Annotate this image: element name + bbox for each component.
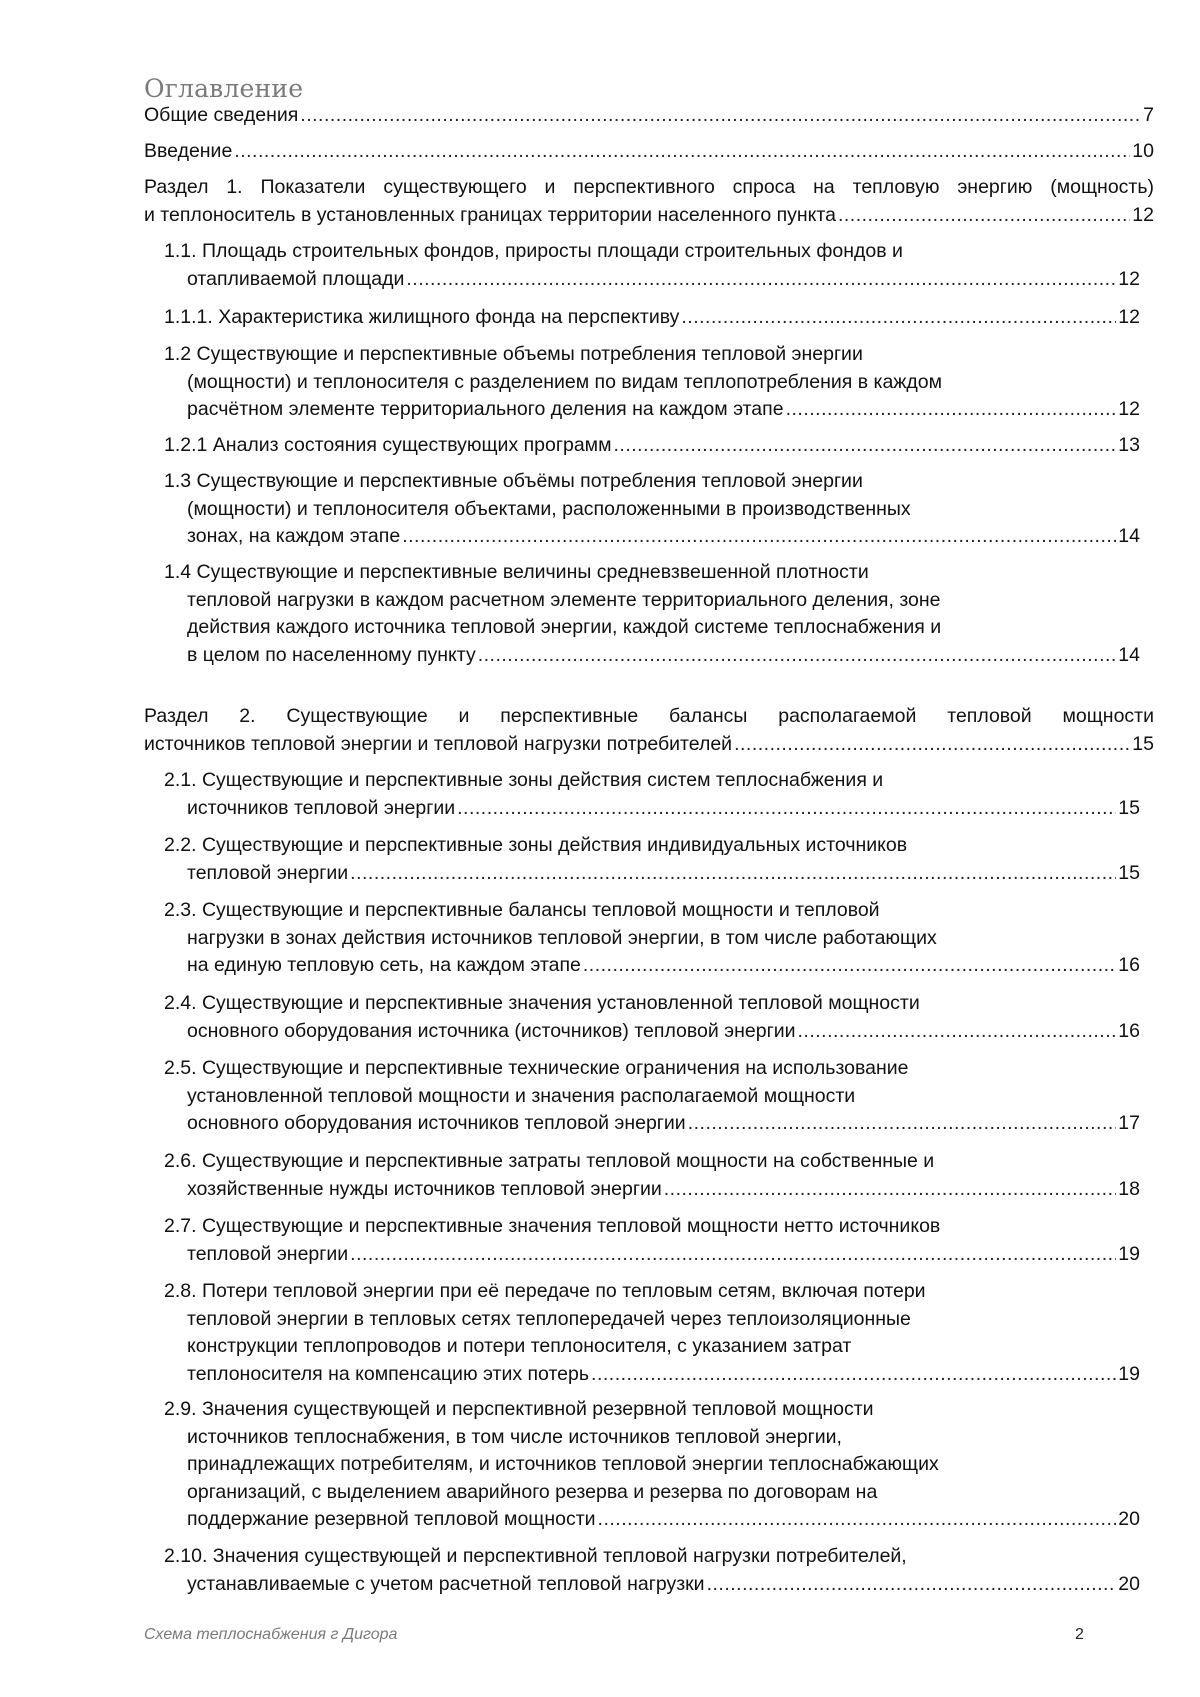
dot-leader bbox=[478, 642, 1117, 670]
toc-entry-1-2-1[interactable] bbox=[164, 432, 1140, 460]
toc-entry-text: конструкции теплопроводов и потери теплоносителя, с указанием затрат bbox=[187, 1335, 852, 1357]
toc-entry-text: источников тепловой энергии bbox=[187, 796, 456, 819]
toc-entry-1-4[interactable] bbox=[164, 559, 1140, 669]
toc-entry-2-9[interactable] bbox=[164, 1396, 1140, 1534]
toc-entry-text: принадлежащих потребителям, и источников тепловой энергии теплоснабжающих bbox=[187, 1453, 939, 1475]
toc-entry-section-1[interactable] bbox=[144, 174, 1154, 229]
toc-entry-text: тепловой энергии в тепловых сетях теплопередачей через теплоизоляционные bbox=[187, 1307, 911, 1330]
toc-entry-introduction[interactable] bbox=[144, 138, 1154, 166]
dot-leader bbox=[350, 860, 1116, 888]
toc-entry-1-2[interactable] bbox=[164, 341, 1140, 424]
toc-page-number: 16 bbox=[1118, 954, 1140, 976]
toc-entry-text: Введение bbox=[144, 140, 233, 162]
toc-entry-text: 2.4. Существующие и перспективные значения установленной тепловой мощности bbox=[164, 992, 920, 1014]
toc-entry-text: (мощности) и теплоносителя объектами, расположенными в производственных bbox=[187, 497, 911, 520]
toc-entry-text: на единую тепловую сеть, на каждом этапе bbox=[187, 954, 581, 976]
toc-entry-2-6[interactable] bbox=[164, 1148, 1140, 1203]
toc-entry-2-1[interactable] bbox=[164, 767, 1140, 822]
toc-entry-2-5[interactable] bbox=[164, 1055, 1140, 1138]
toc-page-number: 15 bbox=[1118, 861, 1140, 884]
toc-entry-text: 2.10. Значения существующей и перспективной тепловой нагрузки потребителей, bbox=[164, 1545, 907, 1567]
dot-leader bbox=[350, 1241, 1116, 1269]
toc-entry-text: 2.8. Потери тепловой энергии при её передаче по тепловым сетям, включая потери bbox=[164, 1280, 926, 1302]
toc-entry-text: тепловой энергии bbox=[187, 1242, 349, 1265]
toc-entry-text: действия каждого источника тепловой энергии, каждой системе теплоснабжения и bbox=[187, 616, 942, 638]
toc-entry-text: в целом по населенному пункту bbox=[187, 643, 476, 666]
toc-entry-text: Общие сведения bbox=[144, 104, 299, 126]
toc-page-number: 12 bbox=[1118, 398, 1140, 420]
toc-entry-text: источников теплоснабжения, в том числе источников тепловой энергии, bbox=[187, 1425, 842, 1448]
toc-entry-text: теплоносителя на компенсацию этих потерь bbox=[187, 1362, 590, 1385]
toc-entry-text: установленной тепловой мощности и значения располагаемой мощности bbox=[187, 1084, 856, 1107]
toc-entry-text: 1.2 Существующие и перспективные объемы потребления тепловой энергии bbox=[164, 343, 863, 365]
toc-entry-text: тепловой нагрузки в каждом расчетном элементе территориального деления, зоне bbox=[187, 588, 941, 611]
toc-page-number: 12 bbox=[1118, 306, 1140, 328]
toc-entry-text: 2.1. Существующие и перспективные зоны действия систем теплоснабжения и bbox=[164, 769, 884, 791]
toc-entry-text: 2.9. Значения существующей и перспективной резервной тепловой мощности bbox=[164, 1398, 874, 1420]
toc-title: Оглавление bbox=[144, 74, 304, 103]
toc-entry-text: 1.1.1. Характеристика жилищного фонда на перспективу bbox=[164, 306, 680, 328]
toc-entry-text: Раздел 1. Показатели существующего и перспективного спроса на тепловую энергию (мощность) bbox=[144, 176, 1154, 198]
dot-leader bbox=[234, 138, 1130, 166]
toc-entry-2-2[interactable] bbox=[164, 832, 1140, 887]
toc-entry-text: 1.4 Существующие и перспективные величины средневзвешенной плотности bbox=[164, 561, 869, 583]
toc-page-number: 16 bbox=[1118, 1019, 1140, 1042]
dot-leader bbox=[613, 432, 1116, 460]
toc-page-number: 15 bbox=[1118, 796, 1140, 819]
toc-page-number: 12 bbox=[1118, 267, 1140, 290]
toc-page-number: 12 bbox=[1132, 203, 1154, 226]
toc-entry-general-info[interactable] bbox=[144, 102, 1154, 130]
toc-page-number: 15 bbox=[1132, 732, 1154, 755]
dot-leader bbox=[664, 1176, 1117, 1204]
dot-leader bbox=[457, 795, 1116, 823]
toc-entry-text: 2.3. Существующие и перспективные балансы тепловой мощности и тепловой bbox=[164, 899, 880, 921]
toc-page-number: 14 bbox=[1118, 643, 1140, 666]
toc-entry-text: хозяйственные нужды источников тепловой энергии bbox=[187, 1177, 662, 1200]
toc-entry-1-3[interactable] bbox=[164, 468, 1140, 551]
toc-entry-1-1[interactable] bbox=[164, 238, 1140, 293]
toc-entry-text: организаций, с выделением аварийного резерва и резерва по договорам на bbox=[187, 1480, 878, 1503]
toc-page-number: 19 bbox=[1118, 1362, 1140, 1385]
dot-leader bbox=[402, 523, 1116, 551]
dot-leader bbox=[300, 102, 1141, 130]
dot-leader bbox=[406, 266, 1116, 294]
toc-entry-text: основного оборудования источников тепловой энергии bbox=[187, 1112, 686, 1134]
toc-entry-text: и теплоноситель в установленных границах территории населенного пункта bbox=[144, 203, 836, 226]
toc-entry-text: 2.5. Существующие и перспективные технические ограничения на использование bbox=[164, 1057, 909, 1079]
toc-page-number: 13 bbox=[1118, 434, 1140, 456]
toc-entry-2-8[interactable] bbox=[164, 1278, 1140, 1388]
dot-leader bbox=[838, 202, 1130, 230]
toc-entry-section-2[interactable] bbox=[144, 703, 1154, 758]
footer-document-title: Схема теплоснабжения г Дигора bbox=[144, 1626, 398, 1643]
toc-entry-2-4[interactable] bbox=[164, 990, 1140, 1045]
toc-page-number: 20 bbox=[1118, 1508, 1140, 1530]
toc-entry-1-1-1[interactable] bbox=[164, 304, 1140, 332]
toc-page-number: 10 bbox=[1132, 140, 1154, 162]
toc-entry-text: 2.6. Существующие и перспективные затраты тепловой мощности на собственные и bbox=[164, 1150, 935, 1172]
toc-page-number: 19 bbox=[1118, 1242, 1140, 1265]
toc-entry-text: Раздел 2. Существующие и перспективные балансы располагаемой тепловой мощности bbox=[144, 705, 1154, 727]
toc-entry-text: 1.1. Площадь строительных фондов, приросты площади строительных фондов и bbox=[164, 240, 903, 262]
dot-leader bbox=[734, 731, 1130, 759]
dot-leader bbox=[798, 1018, 1117, 1046]
toc-entry-text: зонах, на каждом этапе bbox=[187, 525, 401, 547]
dot-leader bbox=[786, 396, 1117, 424]
toc-entry-text: отапливаемой площади bbox=[187, 267, 405, 290]
dot-leader bbox=[598, 1506, 1117, 1534]
toc-entry-text: тепловой энергии bbox=[187, 861, 349, 884]
dot-leader bbox=[688, 1110, 1117, 1138]
dot-leader bbox=[681, 304, 1116, 332]
toc-page-number: 18 bbox=[1118, 1177, 1140, 1200]
toc-entry-text: нагрузки в зонах действия источников тепловой энергии, в том числе работающих bbox=[187, 926, 937, 949]
toc-page-number: 17 bbox=[1118, 1112, 1140, 1134]
toc-page-number: 20 bbox=[1118, 1572, 1140, 1595]
toc-page-number: 7 bbox=[1143, 104, 1154, 126]
toc-entry-2-7[interactable] bbox=[164, 1213, 1140, 1268]
toc-entry-text: 2.2. Существующие и перспективные зоны действия индивидуальных источников bbox=[164, 834, 908, 856]
toc-entry-text: 2.7. Существующие и перспективные значения тепловой мощности нетто источников bbox=[164, 1215, 941, 1237]
toc-entry-text: 1.3 Существующие и перспективные объёмы потребления тепловой энергии bbox=[164, 470, 863, 492]
toc-entry-text: (мощности) и теплоносителя с разделением по видам теплопотребления в каждом bbox=[187, 370, 943, 393]
toc-entry-text: расчётном элементе территориального деления на каждом этапе bbox=[187, 398, 784, 420]
toc-entry-text: 1.2.1 Анализ состояния существующих программ bbox=[164, 434, 612, 456]
dot-leader bbox=[591, 1361, 1116, 1389]
toc-entry-text: основного оборудования источника (источников) тепловой энергии bbox=[187, 1019, 796, 1042]
dot-leader bbox=[707, 1571, 1117, 1599]
toc-entry-text: поддержание резервной тепловой мощности bbox=[187, 1508, 596, 1530]
toc-entry-text: источников тепловой энергии и тепловой нагрузки потребителей bbox=[144, 732, 733, 755]
toc-entry-2-3[interactable] bbox=[164, 897, 1140, 980]
dot-leader bbox=[583, 952, 1116, 980]
toc-page-number: 14 bbox=[1118, 525, 1140, 547]
footer-page-number: 2 bbox=[1075, 1626, 1084, 1643]
toc-entry-2-10[interactable] bbox=[164, 1543, 1140, 1598]
toc-entry-text: устанавливаемые с учетом расчетной тепловой нагрузки bbox=[187, 1572, 705, 1595]
